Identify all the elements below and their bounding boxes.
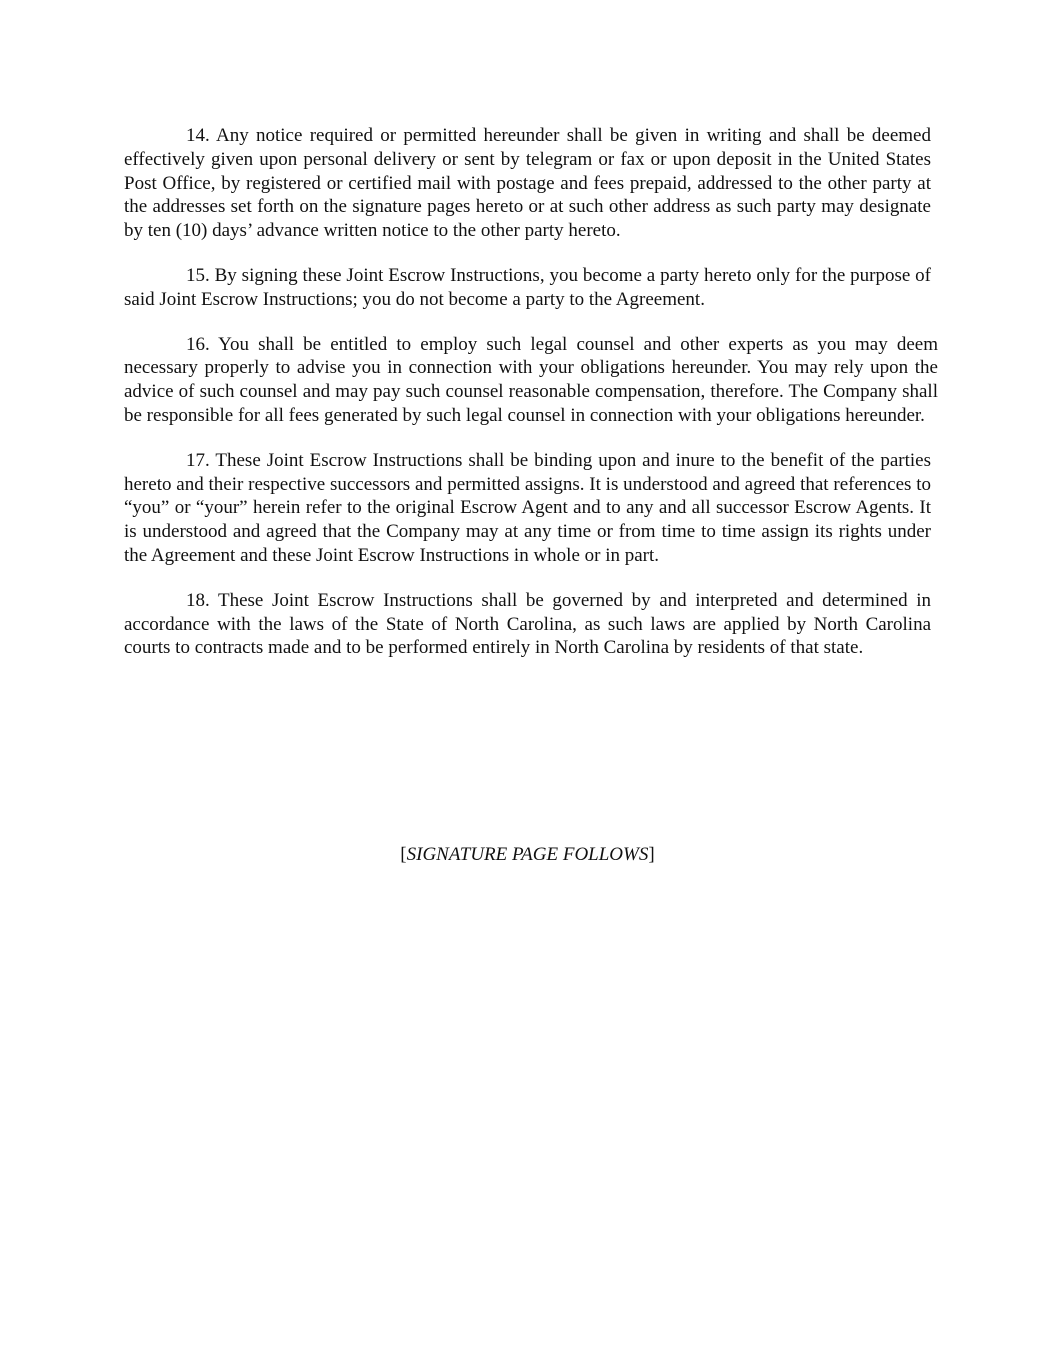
document-body bbox=[124, 124, 938, 660]
paragraph-16: 16. You shall be entitled to employ such legal counsel and other experts as you may deem necessary properly to advise you in connection with your obligations hereunder. You may rely upon the advice of such counsel and may pay such counsel reasonable compensation, therefore. The Company shall be responsible for all fees generated by such legal counsel in connection with your obligations hereunder. bbox=[124, 333, 938, 426]
paragraph-17: 17. These Joint Escrow Instructions shall be binding upon and inure to the benefit of the parties hereto and their respective successors and permitted assigns. It is understood and agreed that references to “you” or “your” herein refer to the original Escrow Agent and to any and all successor Escrow Agents. It is understood and agreed that the Company may at any time or from time to time assign its rights under the Agreement and these Joint Escrow Instructions in whole or in part. bbox=[124, 449, 931, 566]
paragraph-18: 18. These Joint Escrow Instructions shall be governed by and interpreted and determined in accordance with the laws of the State of North Carolina, as such laws are applied by North Carolina courts to contracts made and to be performed entirely in North Carolina by residents of that state. bbox=[124, 589, 931, 659]
signature-note-open-bracket: [ bbox=[400, 844, 407, 865]
paragraph-14: 14. Any notice required or permitted hereunder shall be given in writing and shall be deemed effectively given upon personal delivery or sent by telegram or fax or upon deposit in the United States Post Office, by registered or certified mail with postage and fees prepaid, addressed to the other party at the addresses set forth on the signature pages hereto or at such other address as such party may designate by ten (10) days’ advance written notice to the other party hereto. bbox=[124, 125, 931, 242]
signature-note-text: SIGNATURE PAGE FOLLOWS bbox=[406, 844, 649, 865]
signature-note-close-bracket: ] bbox=[648, 844, 655, 865]
paragraph-15: 15. By signing these Joint Escrow Instructions, you become a party hereto only for the purpose of said Joint Escrow Instructions; you do not become a party to the Agreement. bbox=[124, 264, 931, 310]
signature-page-note bbox=[0, 843, 1055, 867]
